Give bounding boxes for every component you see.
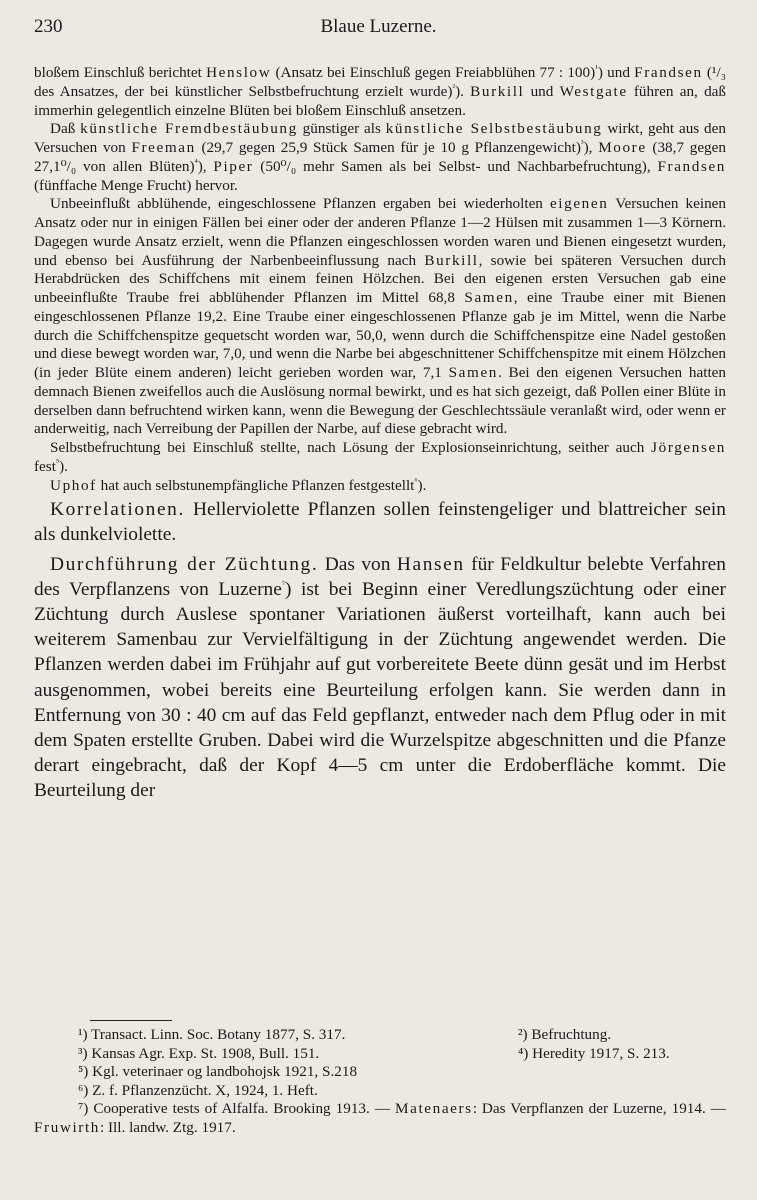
footnote-4: ⁴) Heredity 1917, S. 213. bbox=[518, 1044, 670, 1062]
footnote-6: ⁶) Z. f. Pflanzenzücht. X, 1924, 1. Heft. bbox=[78, 1081, 318, 1099]
small-print-section bbox=[34, 64, 726, 495]
author-name: Uphof bbox=[50, 476, 97, 494]
author-name: Matenaers bbox=[395, 1100, 473, 1117]
paragraph-einschluss: bloßem Einschluß berichtet Henslow (Ansatz bei Einschluß gegen Freiabblühen 77 : 100)$^{^1}$) und Frandsen (¹/₃ des Ansatzes, der bei künstlicher Selbstbefruchtung erzielt wurde)$^{^2}$). Burkill und Westgate führen an, daß immerhin gelegentlich einzelne Blüten bei bloßem Einschluß ansetzen. bbox=[34, 62, 726, 119]
large-print-section bbox=[34, 497, 726, 803]
paragraph-unbeeinflusst: Unbeeinflußt abblühende, eingeschlossene Pflanzen ergaben bei wiederholten eigenen Versuchen keinen Ansatz oder nur in einigen Fällen bei einer oder der anderen Pflanze 1—2 Hülsen mit zusammen 1—3 Körnern. Dagegen wurde Ansatz erzielt, wenn die Pflanzen eingeschlossen worden waren und Bienen eingesetzt wurden, und ebenso bei Ausführung der Narbenbeeinflussung nach Burkill, sowie bei späteren Versuchen durch Herabdrücken des Schiffchens mit einem feinen Hölzchen. Bei den eigenen ersten Versuchen gab eine unbeeinflußte Traube frei abblühender Pflanzen im Mittel 68,8 Samen, eine Traube einer mit Bienen eingeschlossenen Pflanze 19,2. Eine Traube einer eingeschlossenen Pflanze gab je im Mittel, wenn die Narbe durch die Schiffchenspitze gequetscht worden war, 50,0, wenn durch die Schiffchenspitze eine Nadel gestoßen und diese bewegt worden war, 7,0, und wenn die Narbe bei abgeschnittener Schiffchenspitze mit einem Hölzchen (in jeder Blüte einem anderen) leicht gerieben worden war, 7,1 Samen. Bei den eigenen Versuchen hatten demnach Bienen zweifellos auch die Auslösung normal bewirkt, und es hat sich gezeigt, daß Pollen einer Blüte in derselben dann befruchtend wirken kann, wenn die Bewegung der Geschlechtssäule veranlaßt wird, oder wenn er anderweitig, nach Verreibung der Papillen der Narbe, auf diese gebracht wird. bbox=[34, 195, 726, 438]
footnote-ref: ⁴ bbox=[194, 156, 198, 167]
footnote-ref: ⁶ bbox=[414, 475, 418, 486]
author-name: Burkill bbox=[470, 82, 525, 100]
author-name: Westgate bbox=[559, 82, 628, 100]
paragraph-durchfuehrung: Durchführung der Züchtung. Das von Hansen für Feldkultur belebte Verfahren des Verpflanzens von Luzerne$^{^7}$) ist bei Beginn einer Veredlungszüchtung oder einer Züchtung durch Auslese spontaner Variationen äußerst vorteilhaft, kann auch bei weiterem Samenbau zur Vervielfältigung in der Züchtung angewendet werden. Die Pflanzen werden dabei im Frühjahr auf gut vorbereitete Beete dünn gesät und im Herbst ausgenommen, wobei bereits eine Beurteilung erfolgen kann. Sie werden dann in Entfernung von 30 : 40 cm auf das Feld gepflanzt, entweder nach dem Pflug oder in mit dem Spaten erstellte Gruben. Dabei wird die Wurzelspitze abgeschnitten und die Pfanze derart eingebracht, daß der Kopf 4—5 cm unter die Erdoberfläche kommt. Die Beurteilung der bbox=[34, 553, 726, 802]
section-heading: Durchführung der Züchtung. bbox=[50, 553, 319, 575]
footnote-2: ²) Befruchtung. bbox=[518, 1026, 612, 1043]
footnote-ref: ³ bbox=[580, 137, 584, 148]
paragraph-uphof: Uphof hat auch selbstunempfängliche Pflanzen festgestellt$^{^6}$). bbox=[50, 475, 427, 494]
author-name: Burkill bbox=[424, 251, 479, 269]
page-header bbox=[34, 16, 723, 46]
footnote-ref: ² bbox=[452, 81, 456, 92]
paragraph-selbstbefruchtung: Selbstbefruchtung bei Einschluß stellte, nach Lösung der Explosionseinrichtung, seither auch Jörgensen fest$^{^5}$). bbox=[34, 439, 726, 475]
author-name: Moore bbox=[598, 139, 647, 156]
footnote-ref: ⁷ bbox=[281, 579, 285, 590]
footnote-5: ⁵) Kgl. veterinaer og landbohojsk 1921, S.218 bbox=[78, 1063, 358, 1080]
emphasis-term: Samen bbox=[448, 364, 498, 381]
footnote-divider bbox=[90, 1020, 172, 1021]
footnote-1: ¹) Transact. Linn. Soc. Botany 1877, S. 317. bbox=[78, 1026, 346, 1043]
author-name: Frandsen bbox=[634, 64, 703, 81]
author-name: Hansen bbox=[396, 553, 465, 575]
author-name: Henslow bbox=[206, 64, 272, 81]
running-title: Blaue Luzerne. bbox=[320, 16, 437, 37]
footnote-ref: ¹ bbox=[595, 62, 598, 73]
author-name: Fruwirth bbox=[34, 1118, 100, 1136]
footnote-7: ⁷) Cooperative tests of Alfalfa. Brooking 1913. — Matenaers: Das Verpflanzen der Luzerne, 1914. — Fruwirth: Ill. landw. Ztg. 1917. bbox=[34, 1100, 726, 1136]
emphasis-term: künstliche Selbstbestäubung bbox=[385, 120, 603, 138]
page-number: 230 bbox=[34, 16, 63, 37]
paragraph-korrelationen: Korrelationen. Hellerviolette Pflanzen sollen feinstengeliger und blattreicher sein als dunkelviolette. bbox=[34, 499, 726, 546]
footnote-row bbox=[34, 1045, 726, 1064]
paragraph-fremdbestaeubung: Daß künstliche Fremdbestäubung günstiger als künstliche Selbstbestäubung wirkt, geht aus den Versuchen von Freeman (29,7 gegen 25,9 Stück Samen für je 10 g Pflanzengewicht)$^{^3}$), Moore (38,7 gegen 27,1⁰/₀ von allen Blüten)$^{^4}$), Piper (50⁰/₀ mehr Samen als bei Selbst- und Nachbarbefruchtung), Frandsen (fünffache Menge Frucht) hervor. bbox=[34, 120, 726, 194]
page-body bbox=[34, 64, 726, 804]
emphasis-term: eigenen bbox=[549, 195, 609, 213]
footnote-ref: ⁵ bbox=[55, 456, 60, 467]
footnotes bbox=[34, 1026, 726, 1137]
author-name: Frandsen bbox=[657, 157, 726, 175]
emphasis-term: Samen bbox=[464, 289, 514, 306]
footnote-3: ³) Kansas Agr. Exp. St. 1908, Bull. 151. bbox=[78, 1044, 320, 1062]
author-name: Jörgensen bbox=[651, 439, 726, 456]
section-heading: Korrelationen. bbox=[50, 499, 185, 521]
author-name: Freeman bbox=[131, 139, 196, 156]
author-name: Piper bbox=[213, 157, 254, 175]
footnote-row bbox=[34, 1026, 726, 1045]
emphasis-term: künstliche Fremdbestäubung bbox=[80, 120, 298, 138]
